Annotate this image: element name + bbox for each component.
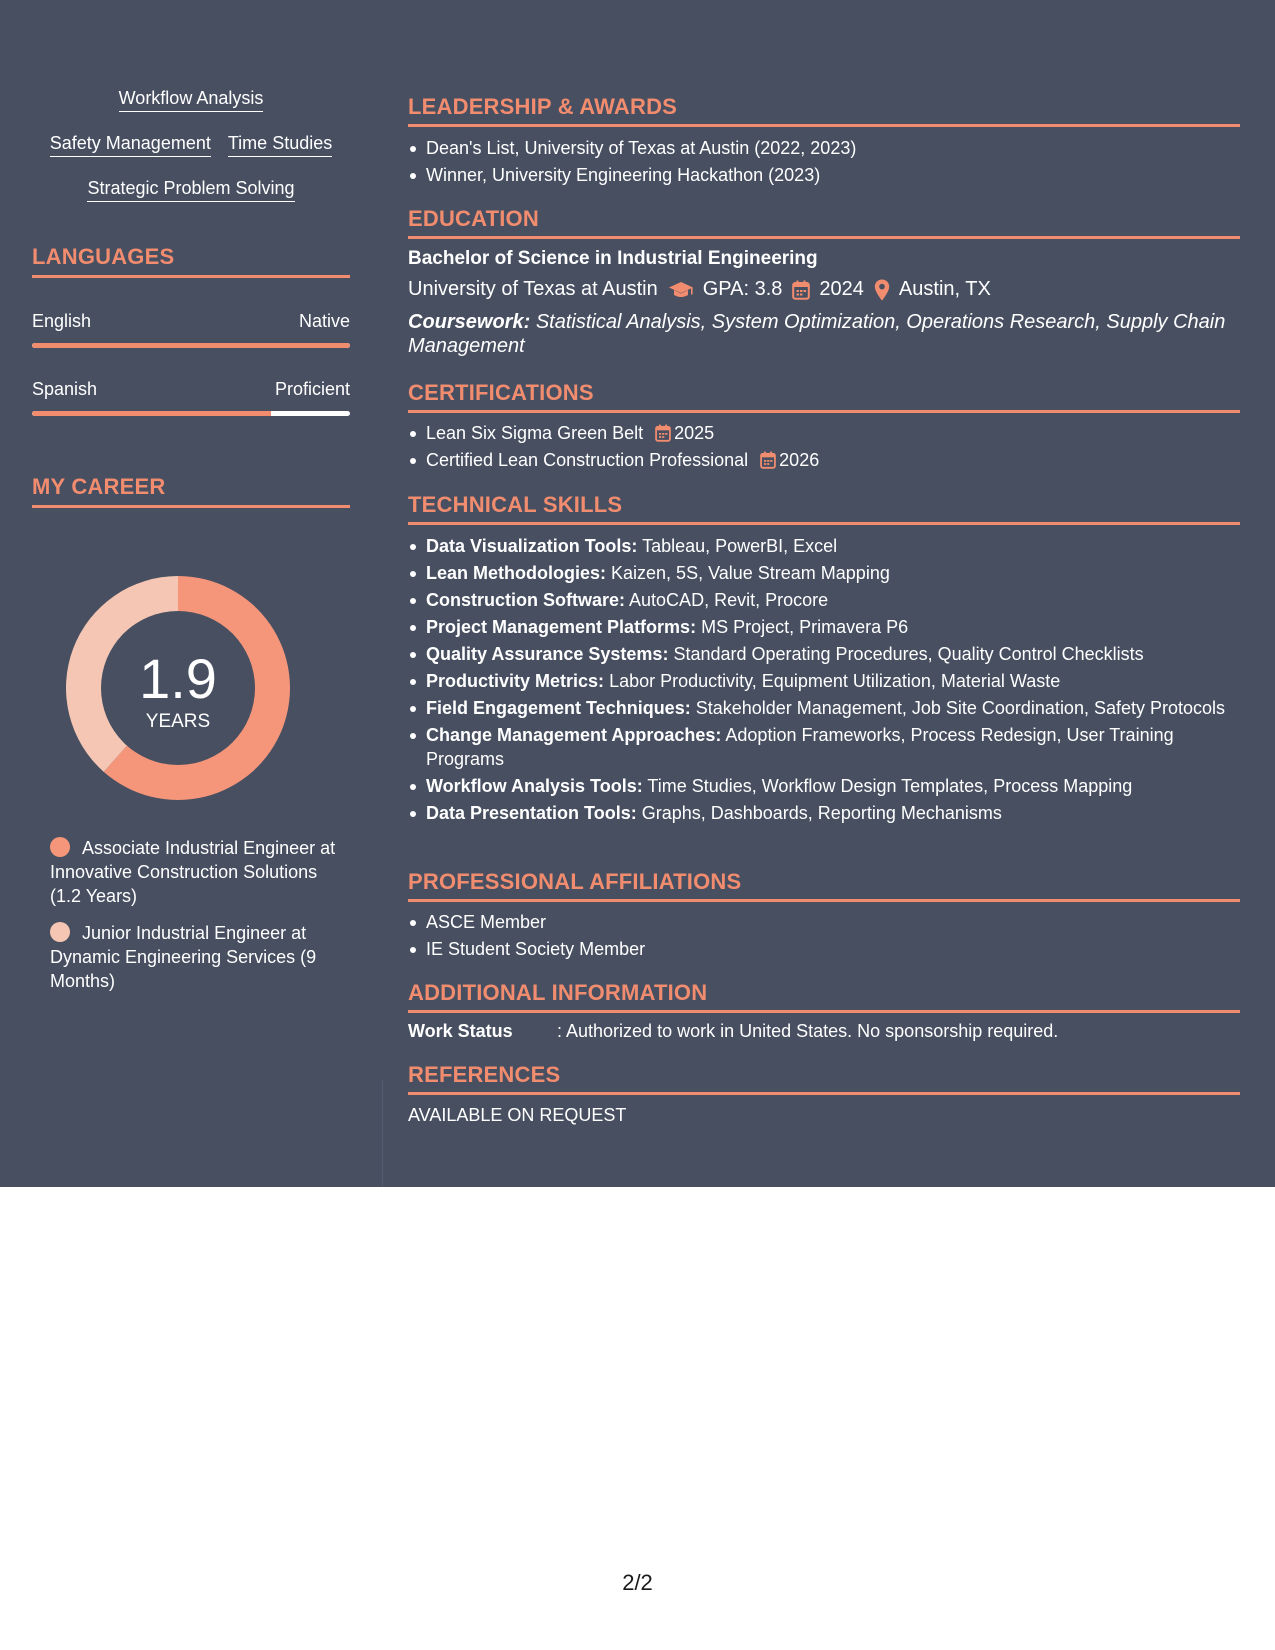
skill-tag: Safety Management — [50, 131, 211, 157]
technical-skill-item — [408, 801, 1240, 825]
technical-skill-text: Stakeholder Management, Job Site Coordination, Safety Protocols — [695, 698, 1226, 718]
skill-row — [32, 131, 350, 176]
affiliations-title: PROFESSIONAL AFFILIATIONS — [408, 869, 742, 894]
career-item-label: Junior Industrial Engineer at Dynamic Engineering Services (9 Months) — [50, 923, 317, 991]
location-pin-icon — [874, 279, 890, 301]
language-level: Proficient — [274, 379, 350, 399]
technical-skill-label: Construction Software: — [426, 590, 626, 610]
technical-skill-text: Graphs, Dashboards, Reporting Mechanisms — [641, 803, 1002, 823]
education-degree: Bachelor of Science in Industrial Engineering — [408, 248, 818, 269]
certification-year: 2026 — [779, 450, 820, 470]
work-status — [408, 1021, 1058, 1042]
technical-skill-label: Lean Methodologies: — [426, 563, 606, 583]
education-heading — [408, 206, 1240, 232]
language-level: Native — [298, 311, 350, 331]
languages-title: LANGUAGES — [32, 244, 175, 269]
technical-skill-item — [408, 588, 1240, 612]
certification-year: 2025 — [674, 423, 715, 443]
technical-skill-text: Kaizen, 5S, Value Stream Mapping — [611, 563, 890, 583]
education-title: EDUCATION — [408, 206, 539, 231]
leadership-rule — [408, 124, 1240, 127]
technical-skill-text: MS Project, Primavera P6 — [701, 617, 909, 637]
career-heading — [32, 474, 350, 500]
list-item: Winner, University Engineering Hackathon (2023) — [408, 162, 1240, 189]
skill-tags — [32, 86, 350, 221]
affiliations-rule — [408, 899, 1240, 902]
leadership-list — [408, 135, 1240, 189]
education-gpa: GPA: 3.8 — [702, 278, 783, 300]
language-name: English — [32, 311, 92, 331]
affiliations-heading — [408, 869, 1240, 895]
calendar-icon — [655, 424, 671, 442]
certification-name: Certified Lean Construction Professional — [426, 450, 749, 470]
skill-row — [32, 176, 350, 221]
certifications-title: CERTIFICATIONS — [408, 380, 594, 405]
certifications-heading — [408, 380, 1240, 406]
language-proficiency-fill — [32, 343, 350, 348]
career-title: MY CAREER — [32, 474, 166, 499]
certification-item — [408, 420, 1240, 447]
language-proficiency-bar — [32, 343, 350, 348]
technical-skill-label: Data Presentation Tools: — [426, 803, 637, 823]
technical-skill-item — [408, 615, 1240, 639]
calendar-icon — [792, 280, 810, 300]
technical-skill-text: Tableau, PowerBI, Excel — [642, 536, 838, 556]
technical-skill-item — [408, 534, 1240, 558]
column-divider — [382, 1080, 383, 1187]
career-total-unit: YEARS — [145, 711, 211, 732]
education-rule — [408, 236, 1240, 239]
leadership-heading — [408, 94, 1240, 120]
technical-skill-label: Project Management Platforms: — [426, 617, 697, 637]
technical-skill-label: Productivity Metrics: — [426, 671, 605, 691]
technical-skill-item — [408, 642, 1240, 666]
technical-heading — [408, 492, 1240, 518]
certifications-rule — [408, 410, 1240, 413]
career-rule — [32, 505, 350, 508]
additional-heading — [408, 980, 1240, 1006]
language-name: Spanish — [32, 379, 98, 399]
calendar-icon — [760, 451, 776, 469]
list-item: Dean's List, University of Texas at Austin (2022, 2023) — [408, 135, 1240, 162]
work-status-label: Work Status — [408, 1021, 513, 1041]
technical-skill-text: Adoption Frameworks, Process Redesign, User Training Programs — [426, 725, 1174, 769]
references-rule — [408, 1092, 1240, 1095]
affiliations-list — [408, 909, 1240, 963]
language-row — [32, 310, 350, 332]
education-location: Austin, TX — [898, 278, 991, 300]
career-item-label: Associate Industrial Engineer at Innovative Construction Solutions (1.2 Years) — [50, 838, 336, 906]
certifications-list — [408, 420, 1240, 474]
technical-skill-label: Change Management Approaches: — [426, 725, 722, 745]
certification-item — [408, 447, 1240, 474]
technical-rule — [408, 522, 1240, 525]
language-proficiency-fill — [32, 411, 271, 416]
education-meta — [408, 278, 991, 301]
list-item: ASCE Member — [408, 909, 1240, 936]
career-total-value: 1.9 — [139, 647, 217, 710]
technical-skill-text: AutoCAD, Revit, Procore — [629, 590, 829, 610]
technical-skill-item — [408, 561, 1240, 585]
graduation-cap-icon — [668, 281, 694, 299]
skill-tag: Workflow Analysis — [119, 86, 264, 112]
technical-title: TECHNICAL SKILLS — [408, 492, 623, 517]
technical-skill-text: Labor Productivity, Equipment Utilization, Material Waste — [609, 671, 1061, 691]
leadership-title: LEADERSHIP & AWARDS — [408, 94, 678, 119]
coursework-label: Coursework: — [408, 311, 531, 333]
technical-skill-text: Standard Operating Procedures, Quality Control Checklists — [673, 644, 1144, 664]
skill-tag: Time Studies — [228, 131, 332, 157]
education-coursework — [408, 310, 1240, 358]
education-year: 2024 — [819, 278, 864, 300]
career-dot — [50, 837, 70, 857]
language-row — [32, 378, 350, 400]
technical-skill-label: Quality Assurance Systems: — [426, 644, 669, 664]
technical-skill-item — [408, 723, 1240, 771]
references-title: REFERENCES — [408, 1062, 561, 1087]
technical-skill-item — [408, 669, 1240, 693]
technical-skills-list — [408, 534, 1240, 828]
career-dot — [50, 922, 70, 942]
technical-skill-item — [408, 696, 1240, 720]
certification-name: Lean Six Sigma Green Belt — [426, 423, 644, 443]
technical-skill-label: Field Engagement Techniques: — [426, 698, 691, 718]
skill-row — [32, 86, 350, 131]
skill-tag: Strategic Problem Solving — [87, 176, 294, 202]
language-proficiency-bar — [32, 411, 350, 416]
list-item: IE Student Society Member — [408, 936, 1240, 963]
additional-title: ADDITIONAL INFORMATION — [408, 980, 708, 1005]
career-donut-chart — [66, 576, 290, 800]
languages-heading — [32, 244, 350, 270]
languages-rule — [32, 275, 350, 278]
additional-rule — [408, 1010, 1240, 1013]
technical-skill-item — [408, 774, 1240, 798]
references-text: AVAILABLE ON REQUEST — [408, 1105, 627, 1125]
career-item — [50, 921, 340, 993]
page-number: 2/2 — [622, 1570, 653, 1595]
technical-skill-label: Data Visualization Tools: — [426, 536, 638, 556]
career-legend — [50, 836, 340, 1006]
technical-skill-label: Workflow Analysis Tools: — [426, 776, 643, 796]
career-item — [50, 836, 340, 908]
work-status-value: : Authorized to work in United States. No sponsorship required. — [557, 1021, 1059, 1041]
education-school: University of Texas at Austin — [408, 278, 658, 300]
coursework-text: Statistical Analysis, System Optimization, Operations Research, Supply Chain Management — [408, 311, 1226, 357]
references-heading — [408, 1062, 1240, 1088]
technical-skill-text: Time Studies, Workflow Design Templates, Process Mapping — [647, 776, 1133, 796]
